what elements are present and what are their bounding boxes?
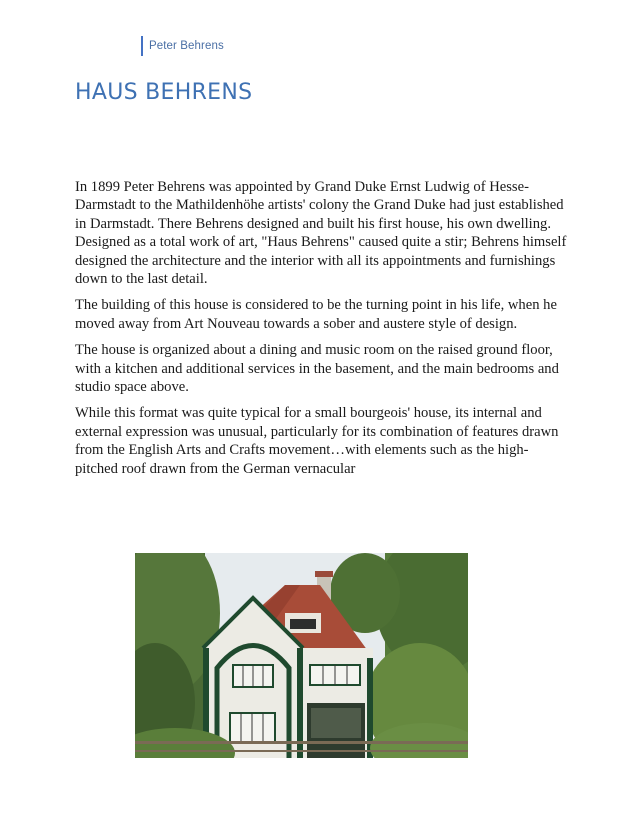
house-photo [135, 553, 468, 758]
paragraph: The building of this house is considered to be the turning point in his life, when he moved away from Art Nouveau towards a sober and austere style of design. [75, 297, 557, 332]
header-rule [141, 36, 143, 56]
paragraph: While this format was quite typical for a small bourgeois' house, its internal and external expression was unusual, particularly for its combination of features drawn from the English Arts and Crafts movement…with elements such as the high-pitched roof drawn from the German vernacular [75, 405, 559, 477]
paragraph: The house is organized about a dining and music room on the raised ground floor, with a kitchen and additional services in the basement, and the main bedrooms and studio space above. [75, 342, 559, 396]
page-title: HAUS BEHRENS [75, 80, 253, 105]
running-title: Peter Behrens [149, 40, 224, 52]
paragraph: In 1899 Peter Behrens was appointed by Grand Duke Ernst Ludwig of Hesse-Darmstadt to the Mathildenhöhe artists' colony the Grand Duke had just established in Darmstadt. There Behrens designed and built his first house, his own dwelling. Designed as a total work of art, "Haus Behrens" caused quite a stir; Behrens himself designed the architecture and the interior with all its appointments and furnishings down to the last detail. [75, 179, 567, 288]
article-body [75, 178, 569, 486]
running-header [141, 36, 224, 56]
